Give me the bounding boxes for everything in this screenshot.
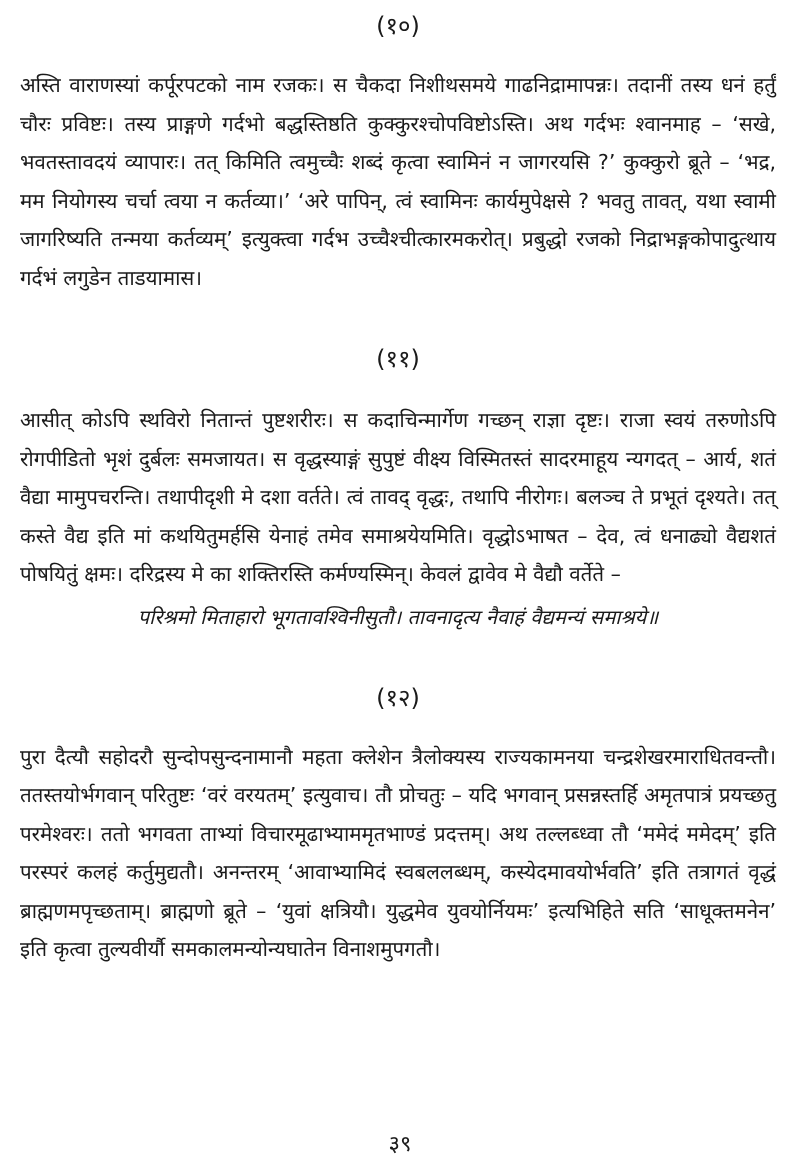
- section-12-paragraph: पुरा दैत्यौ सहोदरौ सुन्दोपसुन्दनामानौ महता क्लेशेन त्रैलोक्यस्य राज्यकामनया चन्द्रशेखरमाराधितवन्तौ। ततस्तयोर्भगवान् परितुष्टः ‘वरं वरयतम्’ इत्युवाच। तौ प्रोचतुः – यदि भगवान् प्रसन्नस्तर्हि अमृतपात्रं प्रयच्छतु परमेश्वरः। ततो भगवता ताभ्यां विचारमूढाभ्याममृतभाण्डं प्रदत्तम्। अथ तल्लब्ध्वा तौ ‘ममेदं ममेदम्’ इति परस्परं कलहं कर्तुमुद्यतौ। अनन्तरम् ‘आवाभ्यामिदं स्वबललब्धम्, कस्येदमावयोर्भवति’ इति तत्रागतं वृद्धं ब्राह्मणमपृच्छताम्। ब्राह्मणो ब्रूते – ‘युवां क्षत्रियौ। युद्धमेव युवयोर्नियमः’ इत्यभिहिते सति ‘साधूक्तमनेन’ इति कृत्वा तुल्यवीर्यौ समकालमन्योन्यघातेन विनाशमुपगतौ।: [20, 744, 776, 961]
- section-12-number: (१२): [376, 683, 420, 712]
- section-11-verse: परिश्रमो मिताहारो भूगतावश्विनीसुतौ। तावनादृत्य नैवाहं वैद्यमन्यं समाश्रये॥: [137, 604, 659, 629]
- section-10-paragraph: अस्ति वाराणस्यां कर्पूरपटको नाम रजकः। स चैकदा निशीथसमये गाढनिद्रामापन्नः। तदानीं तस्य धनं हर्तुं चौरः प्रविष्टः। तस्य प्राङ्गणे गर्दभो बद्धस्तिष्ठति कुक्कुरश्चोपविष्टोऽस्ति। अथ गर्दभः श्वानमाह – ‘सखे, भवतस्तावदयं व्यापारः। तत् किमिति त्वमुच्चैः शब्दं कृत्वा स्वामिनं न जागरयसि ?’ कुक्कुरो ब्रूते – ‘भद्र, मम नियोगस्य चर्चा त्वया न कर्तव्या।’ ‘अरे पापिन्, त्वं स्वामिनः कार्यमुपेक्षसे ? भवतु तावत्, यथा स्वामी जागरिष्यति तन्मया कर्तव्यम्’ इत्युक्त्वा गर्दभ उच्चैश्चीत्कारमकरोत्। प्रबुद्धो रजको निद्राभङ्गकोपादुत्थाय गर्दभं लगुडेन ताडयामास।: [20, 73, 776, 290]
- section-10-number: (१०): [376, 12, 420, 40]
- section-11-paragraph: आसीत् कोऽपि स्थविरो नितान्तं पुष्टशरीरः। स कदाचिन्मार्गेण गच्छन् राज्ञा दृष्टः। राजा स्वयं तरुणोऽपि रोगपीडितो भृशं दुर्बलः समजायत। स वृद्धस्याङ्गं सुपुष्टं वीक्ष्य विस्मितस्तं सादरमाहूय न्यगदत् – आर्य, शतं वैद्या मामुपचरन्ति। तथापीदृशी मे दशा वर्तते। त्वं तावद् वृद्धः, तथापि नीरोगः। बलञ्च ते प्रभूतं दृश्यते। तत् कस्ते वैद्य इति मां कथयितुमर्हसि येनाहं तमेव समाश्रयेयमिति। वृद्धोऽभाषत – देव, त्वं धनाढ्यो वैद्यशतं पोषयितुं क्षमः। दरिद्रस्य मे का शक्तिरस्ति कर्मण्यस्मिन्। केवलं द्वावेव मे वैद्यौ वर्तेते –: [20, 408, 776, 586]
- section-11-number: (११): [376, 345, 420, 373]
- page-number: ३९: [388, 1132, 412, 1157]
